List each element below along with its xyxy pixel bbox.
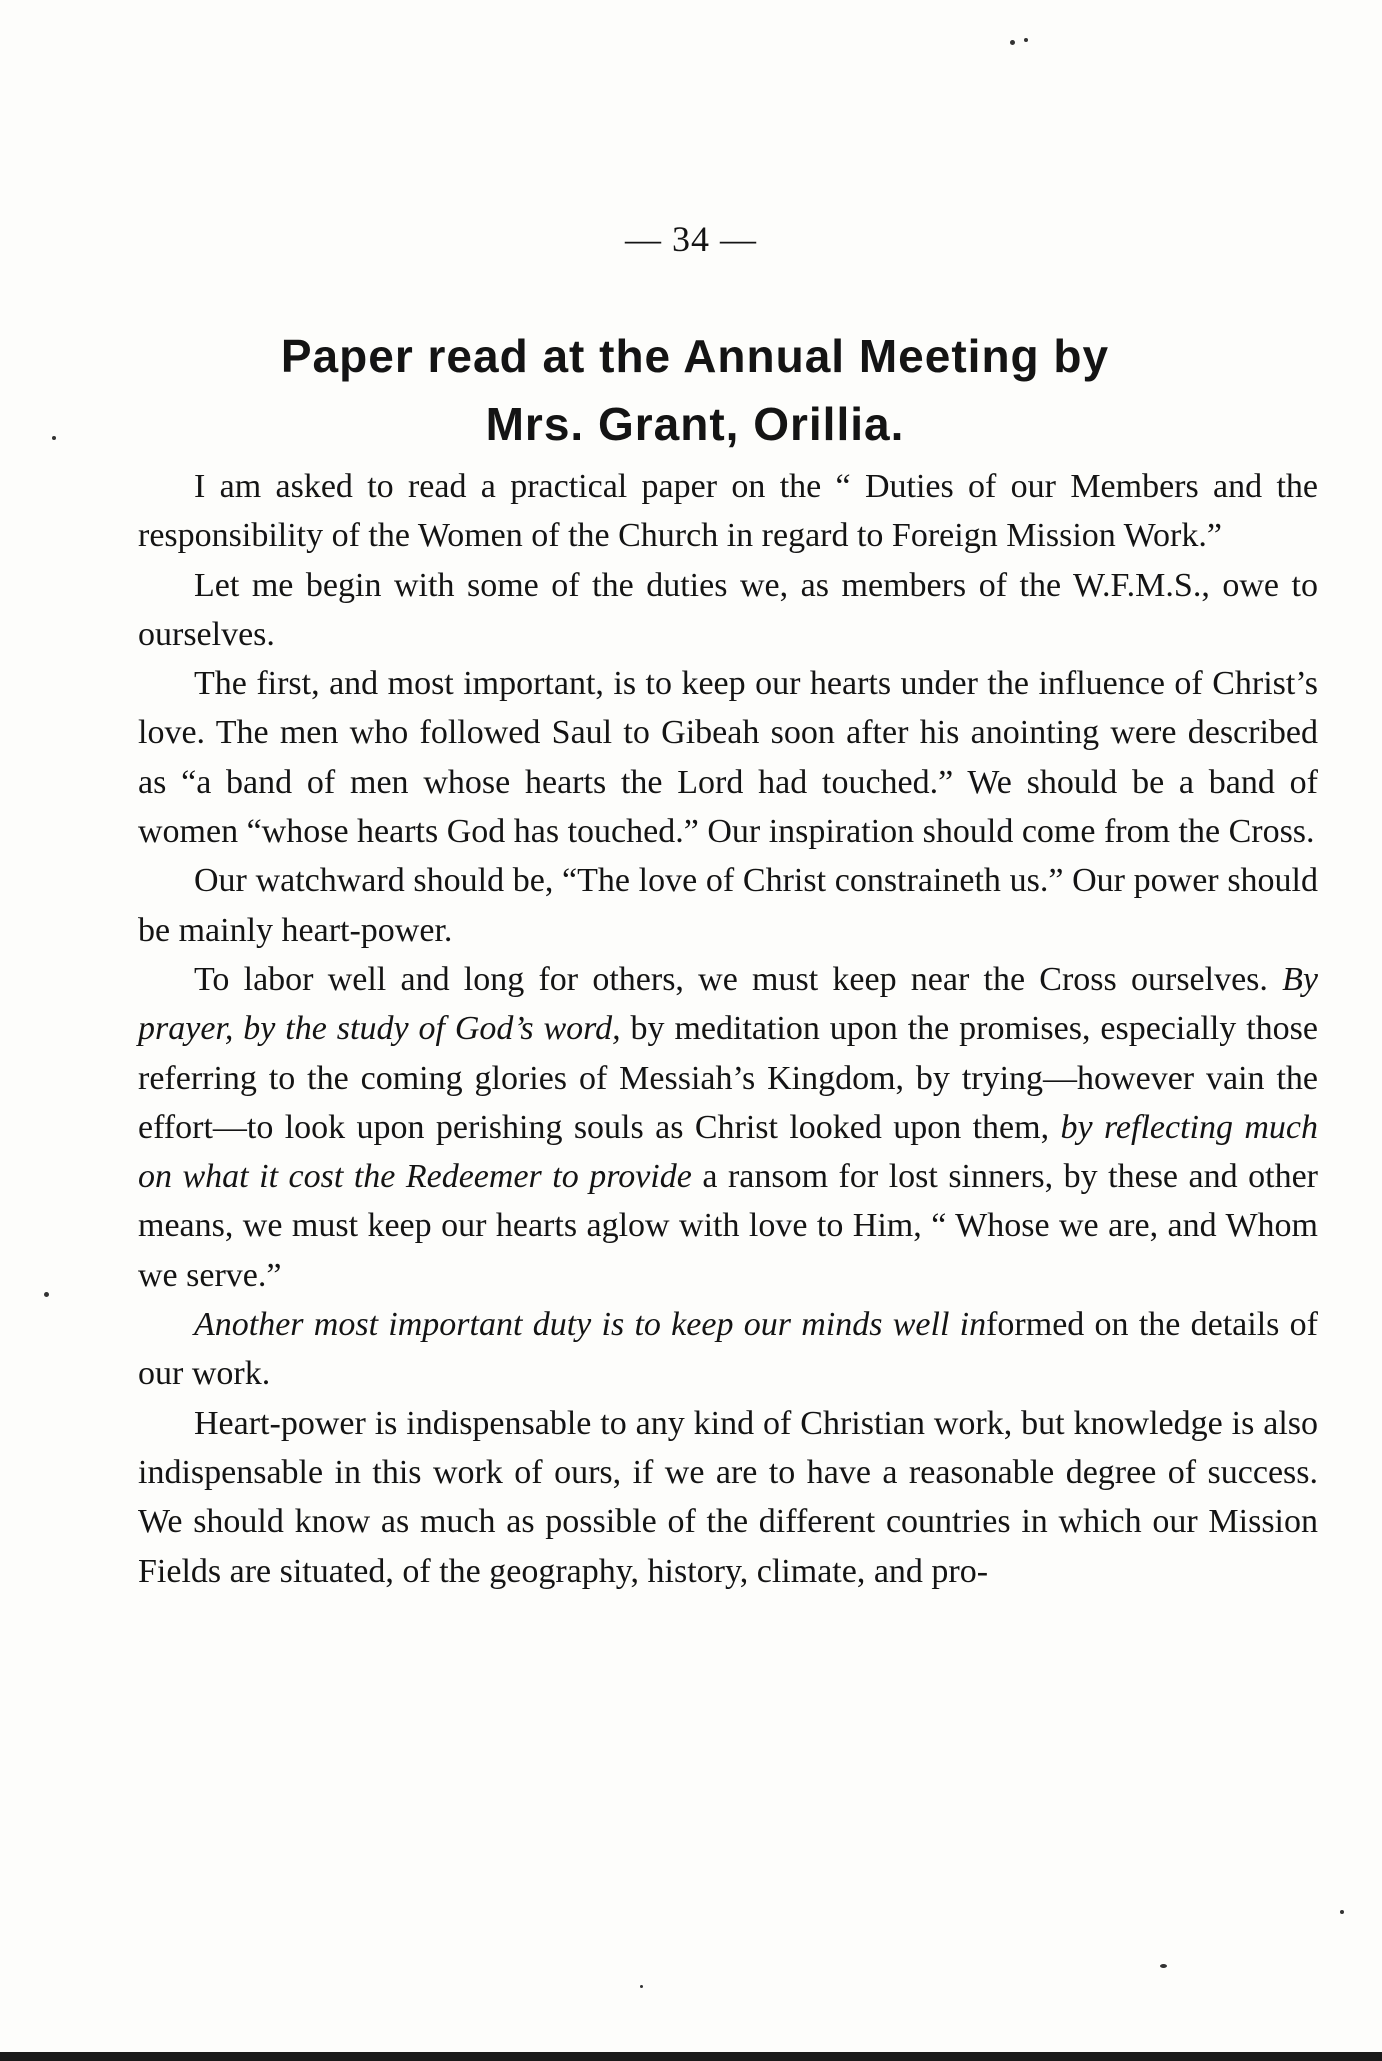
title-line-1: Paper read at the Annual Meeting by [280, 330, 1110, 382]
paragraph-5-italic-2: by reflecting much on what it cost the Redeemer to provide [138, 1108, 1319, 1196]
paragraph-5-run-3: a ransom for lost sinners, by these and other means, we must keep our hearts aglow with love to Him, “ Whose we are, and Whom we serve.” [138, 1158, 1318, 1294]
scan-speck [1160, 1964, 1167, 1968]
paragraph-6 [138, 1300, 1318, 1399]
body-text [138, 462, 1318, 1596]
scan-speck [640, 1985, 643, 1988]
title-line-2: Mrs. Grant, Orillia. [485, 398, 905, 450]
paragraph-6-italic: Another most important duty is to keep our minds well in [194, 1306, 987, 1344]
paragraph-7: Heart-power is indispensable to any kind of Christian work, but knowledge is also indispensable in this work of ours, if we are to have a reasonable degree of success. We should know as much as possible of the different countries in which our Mission Fields are situated, of the geography, history, climate, and pro- [138, 1404, 1318, 1590]
paragraph-5-run-2: by meditation upon the promises, especially those referring to the coming glories of Messiah’s Kingdom, by trying—however vain the effort—to look upon perishing souls as Christ looked upon them, [138, 1010, 1318, 1146]
paragraph-3: The first, and most important, is to keep our hearts under the influence of Christ’s love. The men who followed Saul to Gibeah soon after his anointing were described as “a band of men whose hearts the Lord had touched.” We should be a band of women “whose hearts God has touched.” Our inspiration should come from the Cross. [138, 665, 1318, 851]
bottom-edge-rule [0, 2052, 1382, 2061]
paragraph-2: Let me begin with some of the duties we, as members of the W.F.M.S., owe to ourselves. [138, 566, 1318, 653]
scan-speck [44, 1292, 49, 1297]
paragraph-5 [138, 955, 1318, 1300]
scan-speck [52, 436, 56, 440]
paper-title [150, 322, 1240, 458]
scan-speck [1340, 1910, 1344, 1914]
paragraph-6-run: formed on the details of our work. [138, 1306, 1318, 1393]
paragraph-4: Our watchward should be, “The love of Christ constraineth us.” Our power should be mainly heart-power. [138, 862, 1318, 949]
paragraph-1: I am asked to read a practical paper on the “ Duties of our Members and the responsibility of the Women of the Church in regard to Foreign Mission Work.” [138, 468, 1318, 555]
paragraph-5-run-1: To labor well and long for others, we must keep near the Cross ourselves. [194, 960, 1283, 998]
scan-speck [1010, 40, 1015, 45]
page-number: — 34 — [625, 219, 757, 259]
scan-speck [1024, 38, 1028, 42]
paragraph-5-italic-1: By prayer, by the study of God’s word, [138, 960, 1318, 1048]
